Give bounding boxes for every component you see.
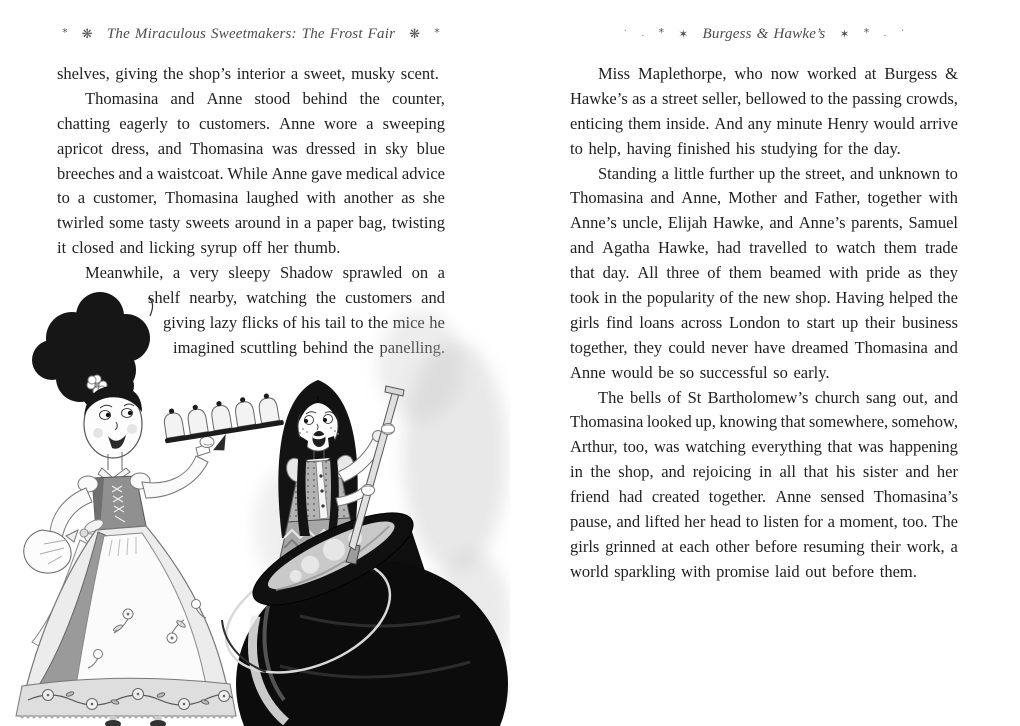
text-line: together, they could never have dreamed Thomasina and bbox=[570, 337, 958, 357]
snowflake-icon: ❋ bbox=[409, 26, 421, 42]
text-line: girls grinned at each other before resuming their work, a bbox=[570, 536, 958, 556]
text-line: Hawke’s as a street seller, bellowed to the passing crowds, bbox=[570, 88, 958, 108]
text-line: shelf nearby, watching the customers and bbox=[148, 288, 445, 308]
running-header-left bbox=[57, 24, 445, 44]
hem-band bbox=[16, 678, 236, 717]
text-line: Anne’s uncle, Elijah Hawke, and Anne’s parents, Samuel bbox=[570, 213, 958, 233]
text-line: pause, and lifted her head to listen for a moment, too. The bbox=[570, 512, 958, 532]
text-line: it closed and licking syrup off her thumb. bbox=[57, 238, 341, 258]
text-line: chatting eagerly to customers. Anne wore a sweeping bbox=[57, 113, 445, 133]
asterisk-icon: * bbox=[434, 25, 440, 39]
text-line: Thomasina looked up, knowing that somewhere, somehow, bbox=[570, 412, 958, 432]
star-icon: ✶ bbox=[839, 27, 850, 41]
illustration-two-sweetmakers bbox=[0, 286, 510, 726]
text-line: Thomasina and Anne, Mother and Father, together with bbox=[570, 188, 958, 208]
left-girl-face bbox=[84, 386, 142, 458]
text-line: in the shop, and rejoicing in all that his sister and her bbox=[570, 462, 958, 482]
text-line: apricot dress, and Thomasina was dressed in sky blue bbox=[57, 138, 445, 158]
star-icon: ✶ bbox=[678, 27, 689, 41]
text-line: breeches and a waistcoat. While Anne gave medical advice bbox=[57, 163, 445, 183]
text-line: took in the popularity of the new shop. Having helped the bbox=[570, 288, 958, 308]
afro-hair bbox=[32, 292, 153, 408]
text-line: The bells of St Bartholomew’s church sang out, and bbox=[598, 387, 958, 407]
text-line: Miss Maplethorpe, who now worked at Burgess & bbox=[598, 64, 958, 83]
dot-icon: · bbox=[641, 30, 645, 42]
text-line: twirled some tasty sweets around in a paper bag, twisting bbox=[57, 213, 445, 233]
dot-icon: · bbox=[900, 25, 905, 37]
dot-icon: · bbox=[623, 25, 628, 37]
text-line: that day. All three of them beamed with pride as they bbox=[570, 263, 958, 283]
text-line: and Agatha Hawke, had travelled to watch them trade bbox=[570, 238, 958, 258]
text-line: shelves, giving the shop’s interior a sweet, musky scent. bbox=[57, 64, 439, 83]
text-line: girls find loans across London to start up their business bbox=[570, 312, 958, 332]
right-arm bbox=[142, 456, 208, 498]
text-line: friend had created together. Anne sensed Thomasina’s bbox=[570, 487, 958, 507]
book-title: The Miraculous Sweetmakers: The Frost Fair bbox=[106, 25, 396, 42]
text-line: Anne would be so successful so early. bbox=[570, 362, 830, 382]
dot-icon: · bbox=[883, 30, 887, 42]
text-line: enticing them inside. And any minute Henry would arrive bbox=[570, 113, 958, 133]
text-line: giving lazy flicks of his tail to the mice he bbox=[163, 312, 445, 332]
text-line: imagined scuttling behind the panelling. bbox=[173, 337, 445, 357]
text-line: to help, having finished his studying for the day. bbox=[570, 138, 901, 158]
snowflake-icon: ❋ bbox=[81, 26, 93, 42]
left-girl bbox=[16, 292, 236, 726]
text-line: Meanwhile, a very sleepy Shadow sprawled on a bbox=[85, 263, 445, 283]
text-line: to a customer, Thomasina laughed with another as she bbox=[57, 188, 445, 208]
asterisk-icon: * bbox=[658, 25, 665, 39]
text-line: Standing a little further up the street, and unknown to bbox=[598, 163, 958, 183]
tray-of-sweets bbox=[160, 392, 286, 460]
right-page-text bbox=[570, 62, 958, 585]
tray-hand bbox=[196, 436, 214, 456]
text-line: world sparkling with promise laid out before them. bbox=[570, 561, 917, 581]
asterisk-icon: * bbox=[62, 25, 68, 39]
text-line: Thomasina and Anne stood behind the counter, bbox=[85, 88, 445, 108]
asterisk-icon: * bbox=[863, 25, 870, 39]
chapter-title: Burgess & Hawke’s bbox=[702, 25, 826, 42]
running-header-right bbox=[570, 24, 958, 44]
text-line: Arthur, too, was watching everything that was happening bbox=[570, 437, 958, 457]
